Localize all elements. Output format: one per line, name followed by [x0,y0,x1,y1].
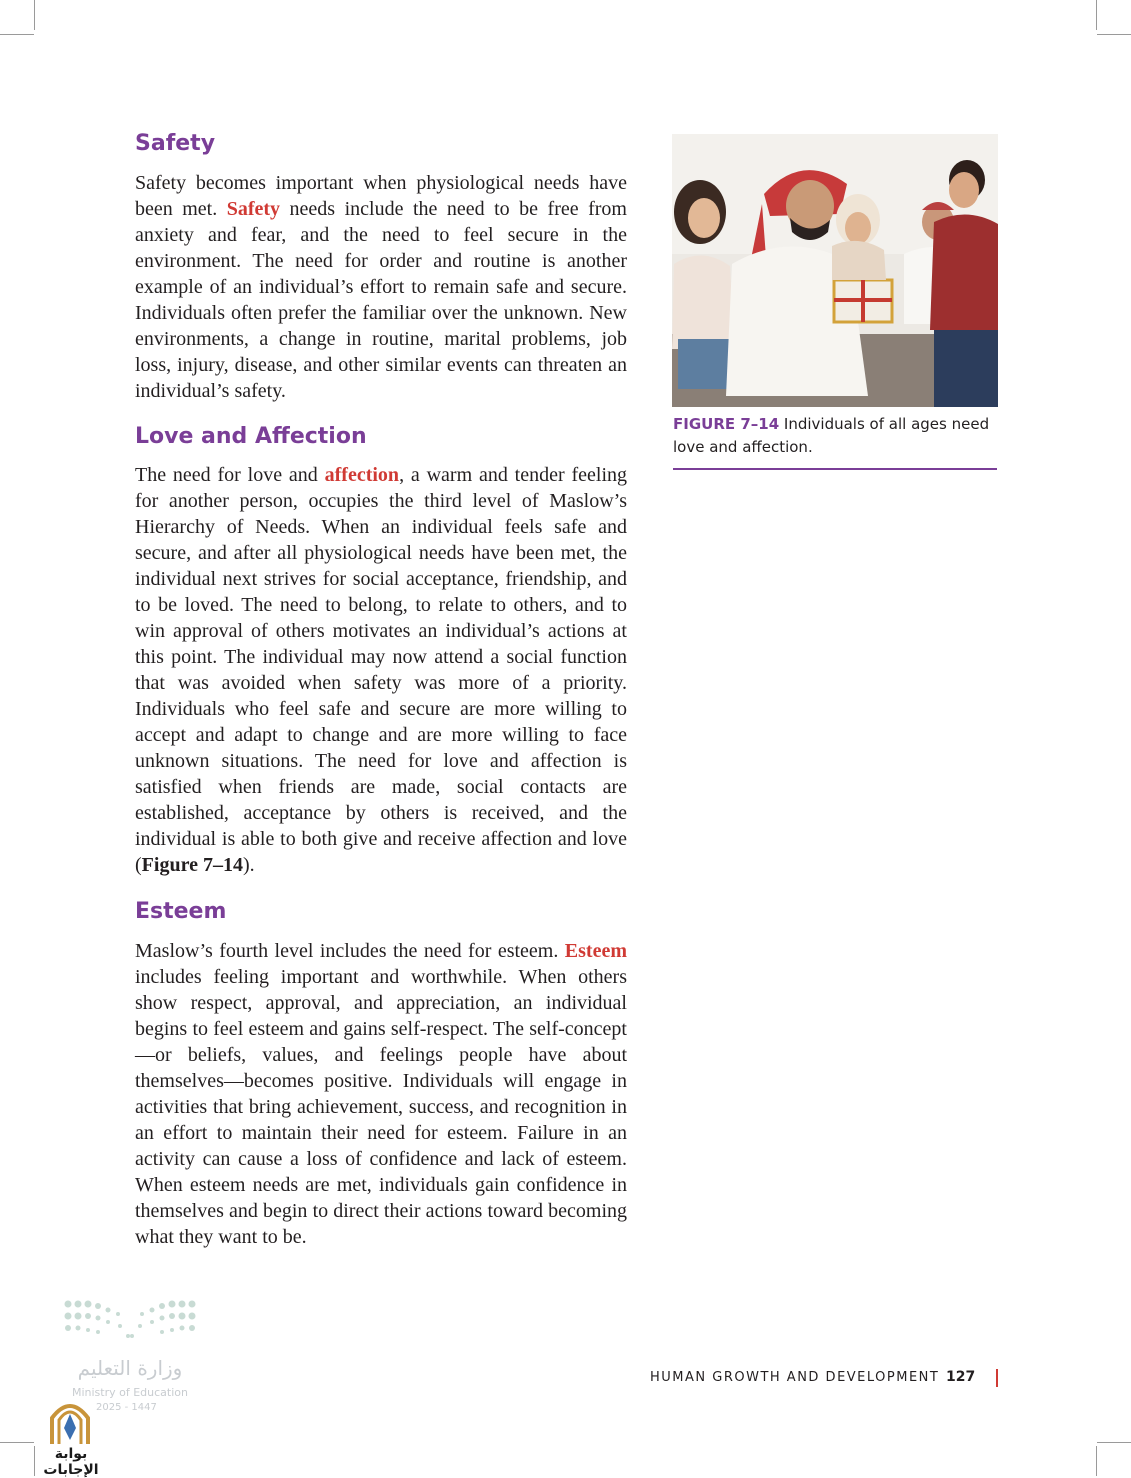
figure-caption [673,413,997,459]
body-text: Safety becomes important when physiological needs have been met. [135,172,627,220]
esteem-paragraph [135,938,627,1250]
caption-divider [673,468,997,470]
body-text: ). [242,854,255,876]
ministry-name-english: Ministry of Education [71,1386,188,1399]
section-heading-love: Love and Affection [135,424,367,449]
crop-mark [1096,0,1097,30]
figure-label: FIGURE 7–14 [673,415,780,433]
ministry-year: 2025 - 1447 [96,1402,157,1413]
crop-mark [1096,1446,1097,1476]
answers-gate-logo-icon [48,1396,92,1446]
section-heading-esteem: Esteem [135,899,227,924]
body-text: The need for love and [135,464,325,486]
figure-reference: Figure 7–14 [141,854,243,876]
crop-mark [34,0,35,30]
key-term-esteem: Esteem [564,940,627,962]
page-number: 127 [946,1369,976,1385]
key-term-affection: affection [324,464,400,486]
crop-mark [1097,34,1131,35]
crop-mark [0,1442,34,1443]
page-number-bar [996,1369,998,1387]
love-paragraph [135,462,627,878]
family-photo-illustration [672,134,998,407]
figure-caption-text: Individuals of all ages need love and affection. [673,415,990,456]
body-text: Maslow’s fourth level includes the need for esteem. [135,940,565,962]
running-footer-title: HUMAN GROWTH AND DEVELOPMENT [650,1370,940,1385]
section-heading-safety: Safety [135,131,216,156]
body-text: needs include the need to be free from anxiety and fear, and the need to feel secure in the environment. The need for order and routine is another example of an individual’s effort to remain safe and secure. Individuals often prefer the familiar over the unknown. New environments, a change in routine, marital problems, job loss, injury, disease, and other similar events can threaten an individual’s safety. [135,198,627,402]
safety-paragraph [135,170,627,404]
body-text: , a warm and tender feeling for another person, occupies the third level of Maslow’s Hierarchy of Needs. When an individual feels safe and secure, and after all physiological needs have been met, the individual next strives for social acceptance, friendship, and to be loved. The need to belong, to relate to others, and to win approval of others motivates an individual’s actions at this point. The individual may now attend a social function that was avoided when safety was more of a priority. Individuals who feel safe and secure are more willing to accept and adapt to change and are more willing to face unknown situations. The need for love and affection is satisfied when friends are made, social contacts are established, acceptance by others is received, and the individual is able to both give and receive affection and love ( [135,464,628,876]
body-text: includes feeling important and worthwhile. When others show respect, approval, and appreciation, an individual begins to feel esteem and gains self-respect. The self-concept—or beliefs, values, and feelings people have about themselves—becomes positive. Individuals will engage in activities that bring achievement, success, and recognition in an effort to maintain their need for esteem. Failure in an activity can cause a loss of confidence and lack of esteem. When esteem needs are met, individuals gain confidence in themselves and begin to direct their actions toward becoming what they want to be. [135,966,627,1248]
watermark-text: بوابة الإجابات [43,1446,99,1478]
crop-mark [0,34,34,35]
key-term-safety: Safety [226,198,281,220]
ministry-name-arabic: وزارة التعليم [77,1356,183,1380]
ministry-dots-logo [62,1298,198,1342]
crop-mark [1097,1442,1131,1443]
family-photo [672,134,998,407]
